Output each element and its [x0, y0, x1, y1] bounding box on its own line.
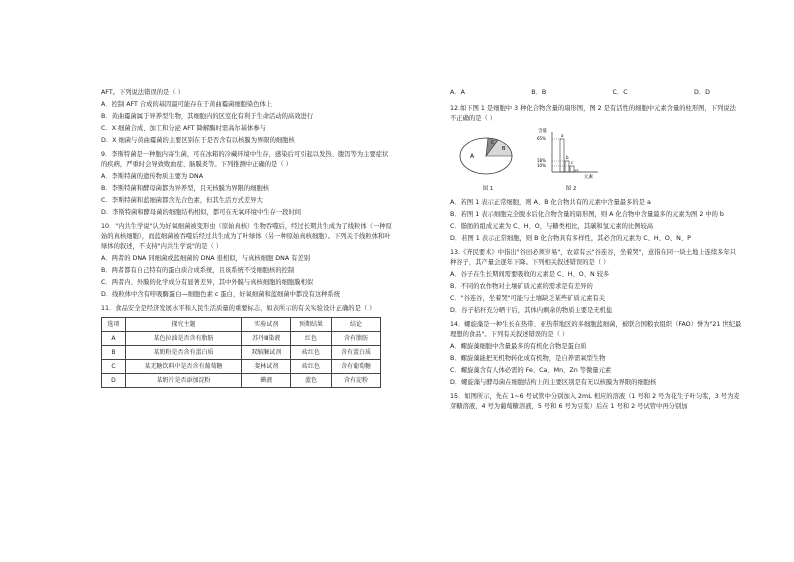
table-cell: 含有蛋白质 [331, 346, 380, 360]
figure-2 [536, 126, 606, 194]
table-cell: C [102, 360, 126, 374]
q10-stem: 10．"内共生学说"认为好氧细菌被变形虫（原始真核）生物吞噬后，经过长期共生成为了线粒体（一种原始的真核细胞），而蓝细菌被吞噬后经过共生成为了叶绿体（另一种原始真核细胞）。下列关于线粒体和叶绿体的叙述，不支持"内共生学说"的是（ ） [101, 223, 392, 250]
table-cell: 苏丹Ⅲ染液 [242, 332, 291, 346]
pie-label-b: B [502, 146, 506, 152]
pie-label-a: A [470, 153, 475, 160]
right-column [450, 88, 742, 416]
q11-option-a: A．A [450, 89, 465, 96]
table-row [102, 360, 381, 374]
table-cell: A [102, 332, 126, 346]
q9-option-c: C．李斯特菌和蓝细菌都含光合色素，但其生活方式差异大 [101, 197, 263, 204]
table-header-cell: 预期结果 [291, 318, 332, 332]
figure-2-caption: 图 2 [565, 186, 577, 192]
q13-stem: 13.《齐民要术》中指出"谷田必须岁易"，农谚有云"谷连谷，坐着哭"，意指在同一块土地上连续多年只种谷子，其产量会逐年下降。下列相关叙述错误的是（ ） [450, 249, 737, 266]
table-cell: 含有葡萄糖 [331, 360, 380, 374]
table-cell: 含有淀粉 [331, 374, 380, 388]
q8-option-d: D．X 细菌与黄曲霉菌的主要区别在于是否含有以核膜为界限的细胞核 [101, 137, 295, 144]
q13-option-c: C．"谷连谷，坐着哭"可能与土壤缺乏某些矿质元素有关 [450, 295, 606, 302]
q14-option-b: B．螺旋藻能把无机物转化成有机物，是自养需氧型生物 [450, 355, 606, 362]
q12-option-a: A．若图 1 表示正常细胞，则 A、B 化合物共有的元素中含量最多的是 a [450, 199, 651, 206]
q8-option-c: C．X 细菌合成、加工和分泌 AFT 降解酶时需高尔基体参与 [101, 125, 266, 132]
table-cell: 砖红色 [291, 346, 332, 360]
table-header-cell: 探究主题 [125, 318, 241, 332]
figure-1 [458, 134, 518, 194]
q10-option-c: C．两者内、外膜的化学成分有显著差异，其中外膜与真核细胞的细胞膜相似 [101, 279, 314, 286]
pie-figure [458, 134, 518, 180]
table-header-cell: 结论 [331, 318, 380, 332]
q10-option-a: A．两者的 DNA 同细菌或蓝细菌的 DNA 很相似，与真核细胞 DNA 有差别 [101, 255, 311, 262]
bar-xlabel: 元素 [584, 175, 593, 180]
table-row [102, 332, 381, 346]
table-cell: 砖红色 [291, 360, 332, 374]
bar-c [570, 166, 574, 172]
q14-option-d: D．螺旋藻与酵母菌在细胞结构上的主要区别是有无以核膜为界限的细胞核 [450, 379, 657, 386]
bar-ytick-18: 18% [537, 158, 546, 163]
q12-stem: 12.如下图 1 是细胞中 3 种化合物含量的扇形图，图 2 是有活性的细胞中元素含量的柱形图，下列说法不正确的是（ ） [450, 105, 736, 122]
q14-option-a: A．螺旋藻细胞中含量最多的有机化合物是蛋白质 [450, 343, 587, 350]
bar-figure [536, 126, 606, 180]
table-cell: B [102, 346, 126, 360]
q12-option-d: D．若图 1 表示正常细胞，则 B 化合物具有多样性，其必含的元素为 C、H、O、N、P [450, 235, 691, 242]
q9-option-b: B．李斯特菌和酵母菌都为异养型，且无核膜为界限的细胞核 [101, 185, 270, 192]
table-header-row [102, 318, 381, 332]
q15-stem: 15．如图所示，先在 1~6 号试管中分别加入 2mL 相应的溶液（1 号和 2 号为花生子叶匀浆，3 号为麦芽糖溶液，4 号为葡萄糖溶液，5 号和 6 号为豆浆）后在 1 号和 2 号试管中再分别加 [450, 393, 740, 410]
q11-options [450, 88, 710, 98]
q9-stem: 9．李斯特菌是一种胞内寄生菌，可在冰箱的冷藏环境中生存，感染后可引起以发热、腹泻等为主要症状的疾病，严重时会导致败血症、脑膜炎等。下列推测中正确的是（ ） [101, 151, 389, 168]
left-column [101, 88, 393, 394]
bar-b [565, 161, 569, 172]
table-cell: 碘液 [242, 374, 291, 388]
table-header-cell: 实验试剂 [242, 318, 291, 332]
q11-option-d: D．D [693, 89, 710, 96]
experiment-table [101, 317, 381, 388]
table-cell: 某奶粉是否含有蛋白质 [125, 346, 241, 360]
q13-option-b: B．不同的农作物对土壤矿质元素的需求是有差异的 [450, 283, 593, 290]
table-cell: 红色 [291, 332, 332, 346]
q10-option-d: D．线粒体中含有呼吸酶蛋白—细胞色素 c 蛋白，好氧细菌和蓝细菌中都没有这种系统 [101, 291, 341, 298]
table-row [102, 346, 381, 360]
table-header-cell: 选项 [102, 318, 126, 332]
bar-label-c: c [571, 160, 574, 165]
q14-option-c: C．螺旋藻含有人体必需的 Fe、Ca、Mn、Zn 等微量元素 [450, 367, 612, 374]
table-cell: 含有脂肪 [331, 332, 380, 346]
figure-1-caption: 图 1 [482, 186, 494, 192]
pie-label-c: C [491, 141, 495, 146]
q13-option-d: D．谷子秸秆充分晒干后，其体内剩余的物质主要是无机盐 [450, 307, 613, 314]
table-cell: 某奶片是否添加淀粉 [125, 374, 241, 388]
table-cell: D [102, 374, 126, 388]
bar-ylabel: 含量 [538, 129, 547, 134]
bar-label-a: a [561, 133, 564, 138]
bar-a [560, 139, 564, 172]
q11-stem: 11．食品安全是经济发展水平和人民生活质量的重要标志，如表所示的有关实验设计正确的是（ ） [101, 305, 376, 312]
q8-option-b: B．黄曲霉菌属于异养型生物，其细胞内的区室化有利于生命活动的高效进行 [101, 113, 314, 120]
table-cell: 蓝色 [291, 374, 332, 388]
q12-figures [458, 126, 742, 194]
q10-option-b: B．两者都有自己特有的蛋白质合成系统，且该系统不受细胞核的控制 [101, 267, 295, 274]
q12-option-c: C．脂肪的组成元素为 C、H、O，与糖类相比，其碳和氢元素的比例较高 [450, 223, 654, 230]
table-cell: 某无糖饮料中是否含有葡萄糖 [125, 360, 241, 374]
q9-option-d: D．李斯特菌和酵母菌的细胞结构相似，都可在无氧环境中生存一段时间 [101, 209, 302, 216]
q9-option-a: A．李斯特菌的遗传物质主要为 DNA [101, 173, 204, 180]
table-row [102, 374, 381, 388]
q12-option-b: B．若图 1 表示细胞完全脱水后化合物含量的扇形图，则 A 化合物中含量最多的元素为图 2 中的 b [450, 211, 724, 218]
q8-stem-tail: AFT。下列说法错误的是（ ） [101, 89, 184, 96]
q11-option-c: C．C [612, 89, 628, 96]
bar-ytick-65: 65% [537, 136, 546, 141]
bar-ytick-10: 10% [537, 163, 546, 168]
table-cell: 双缩脲试剂 [242, 346, 291, 360]
q13-option-a: A．谷子在生长期间需要吸收的元素是 C、H、O、N 较多 [450, 271, 610, 278]
bar-label-b: b [566, 155, 569, 160]
table-cell: 斐林试剂 [242, 360, 291, 374]
q14-stem: 14．螺旋藻是一种生长在热带、亚热带地区的多细胞蓝细菌，被联合国粮农组织（FAO）誉为"21 世纪最理想的食品"。下列有关叙述错误的是（ ） [450, 321, 742, 338]
q8-option-a: A．控制 AFT 合成的基因最可能存在于黄曲霉菌细胞染色体上 [101, 101, 273, 108]
table-cell: 某色拉油是否含有脂肪 [125, 332, 241, 346]
q11-option-b: B．B [531, 89, 547, 96]
